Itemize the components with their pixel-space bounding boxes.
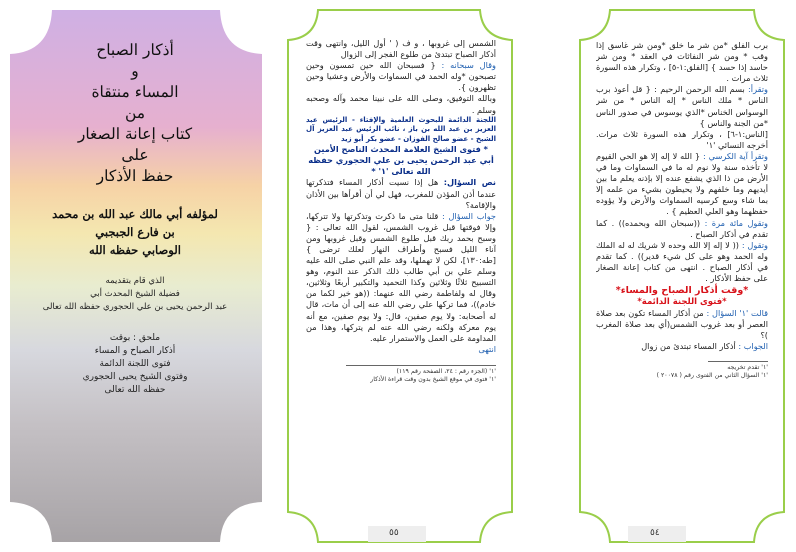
right-answer-label: الجواب : (738, 341, 768, 352)
right-footnote-2: '١' السؤال الثاني من الفتوى رقم ( ٢٠٠٧٨ ) (656, 371, 768, 379)
cover-appendix-line-4: وفتوى الشيخ يحيى الحجوري (82, 372, 188, 382)
cover-title-line-7: حفظ الأذكار (96, 167, 174, 185)
committee-names: اللجنة الدائمة للبحوث العلمية والإفتاء - الرئيس عبد العزيز بن عبد الله بن باز ، نائب الرئيس عبد العزيز آل الشيخ - عضو صالح الفوزان - عضو بكر أبو زيد (306, 115, 496, 143)
committee-heading: *فتوى اللجنة الدائمة* (637, 297, 727, 308)
cover-appendix-line-2: أذكار الصباح و المساء (94, 346, 176, 356)
cover-intro-line-3: عبد الرحمن يحيى بن علي الحجوري حفظه الله تعالى (42, 302, 228, 312)
middle-paragraph-2 (306, 60, 496, 93)
right-paragraph-5 (596, 240, 768, 284)
right-question-label: قالت '١' السؤال : (706, 308, 768, 319)
right-footnote-divider (708, 361, 768, 362)
middle-paragraph-1: الشمس إلى غروبها ، و ف ( ' أول الليل، وانتهى وقت أذكار الصباح تبتدئ من طلوع الفجر إلى الزوال (306, 38, 496, 60)
right-paragraph-1: برب الفلق *من شر ما خلق *ومن شر غاسق إذا وقب * ومن شر النفاثات في العقد * ومن شر حاسد إذا حسد } [الفلق:١-٥] ، وتكرار هذه السورة ثلاث مرات . (596, 40, 768, 84)
right-paragraph-4 (596, 218, 768, 240)
cover-intro-line-1: الذي قام بتقديمه (105, 276, 165, 286)
right-footnote-1: '١' تقدم تخريجه (727, 363, 768, 371)
answer-text: قلنا متى ما ذكرت وتذكرتها ولا تتركها، وإلا فوقتها قبل غروب الشمس، لقول الله تعالى : { وسبح بحمد ربك قبل طلوع الشمس وقبل غروبها ومن آناء الليل فسبح وأطراف النهار لعلك ترضى } [طه:١٣٠]، لكن لا تهملها، وقد علم النبي صلى الله عليه وسلم علي بن أبي طالب ذلك الذكر عند النوم، وهو التسبيح ثلاثًا وثلاثين وكذا التحميد والتكبير أربعًا وثلاثين، وقال له ولفاطمة رضي الله عنهما: ((هو خير لكما من خادم))، فما تركها علي رضي الله عنه إلى أن مات، قال له أصحابه: ولا يوم صفين، قال: ولا يوم صفين، مع أنه يوم معركة ولكنه رضي الله عنه لم يتركها، وهذا من المداومة على العمل والاستمرار عليه. (306, 210, 496, 343)
right-paragraph-2 (596, 84, 768, 128)
middle-footnote-2: '١' فتوى في موقع الشيخ بدون وقت قراءة الأذكار (370, 375, 496, 383)
book-cover (10, 10, 260, 542)
right-text-2: بسم الله الرحمن الرحيم : { قل أعوذ برب الناس * ملك الناس * إله الناس * من شر الوسواس الخناس *الذي يوسوس في صدور الناس *من الجنة والناس } (596, 84, 768, 128)
question-paragraph (306, 177, 496, 210)
middle-label-2: وقال سبحانه : (441, 60, 496, 71)
time-heading: *وقت أذكار الصباح والمساء* (615, 285, 749, 297)
right-text-4: ((سبحان الله وبحمده)) . كما تقدم في أذكار الصباح . (596, 217, 768, 239)
answer-paragraph (306, 211, 496, 344)
cover-author-line-3: الوصابي حفظه الله (89, 243, 181, 257)
right-question-text: من أذكار المساء تكون بعد صلاة العصر أو بعد غروب الشمس(أي بعد صلاة المغرب )؟ (596, 308, 768, 341)
cover-appendix-line-5: حفظه الله تعالى (104, 385, 166, 395)
right-question-paragraph (596, 308, 768, 341)
fatwa-heading: * فتوى الشيخ العلامة المحدث الناصح الأمين أبي عبد الرحمن يحيى بن علي الحجوري حفظه الله تعالى '١' * (308, 144, 494, 177)
cover-author-line-1: لمؤلفه أبي مالك عبد الله بن محمد (52, 207, 218, 221)
right-text-3: { الله لا إله إلا هو الحي القيوم لا تأخذه سنة ولا نوم له ما في السماوات وما في الأرض من ذا الذي يشفع عنده إلا بإذنه يعلم ما بين أيديهم وما خلفهم ولا يحيطون بشيء من علمه إلا بما شاء وسع كرسيه السماوات والأرض ولا يؤوده حفظهما وهو العلي العظيم } . (596, 150, 768, 217)
footnote-divider (346, 365, 496, 366)
right-paragraph-3 (596, 151, 768, 218)
cover-title-line-5: كتاب إعانة الصغار (77, 125, 193, 143)
right-answer-text: أذكار المساء تبتدئ من زوال (641, 341, 736, 352)
right-text-5: (( لا إله إلا الله وحده لا شريك له له الملك وله الحمد وهو على كل شيء قدير)) . كما تقدم في أذكار الصباح . انتهى من كتاب إعانة الصغار على حفظ الأذكار . (596, 239, 768, 283)
middle-page-body (306, 38, 496, 520)
cover-title-line-4: من (124, 104, 146, 122)
middle-paragraph-3: وبالله التوفيق، وصلى الله على نبينا محمد وآله وصحبه وسلم . (306, 93, 496, 115)
end-marker: انتهى (478, 343, 496, 354)
middle-page-number: ٥٥ (389, 528, 399, 538)
question-text: هل إذا نسيت أذكار المساء فتذكرتها عندما أذن المؤذن للمغرب، فهل لي أن أقرأها بين الأذان والإقامة؟ (306, 177, 496, 210)
cover-title-line-1: أذكار الصباح (96, 41, 174, 59)
cover-title-line-3: المساء منتقاة (91, 83, 179, 101)
cover-intro-line-2: فضيلة الشيخ المحدث أبي (90, 289, 180, 299)
cover-title-line-6: على (121, 146, 149, 164)
right-label-3: وتقرأ آية الكرسي : (703, 150, 768, 161)
right-label-2: وتقرأ: (748, 84, 768, 95)
question-label: نص السؤال: (443, 177, 496, 188)
right-paragraph-2b: [الناس:١-٦] ، وتكرار هذه السورة ثلاث مرات. أخرجه النسائي '١' (596, 128, 768, 150)
cover-author-line-2: بن فارع الجبجبي (95, 225, 175, 239)
right-answer-paragraph (596, 341, 768, 352)
cover-appendix-line-1: ملحق : بوقت (109, 333, 161, 343)
cover-appendix-line-3: فتوى اللجنة الدائمة (99, 359, 171, 369)
right-page-number: ٥٤ (650, 528, 660, 538)
right-page-body (596, 40, 768, 520)
middle-text-2: { فسبحان الله حين تمسون وحين تصبحون *وله الحمد في السماوات والأرض وعشيا وحين تظهرون }. (306, 60, 496, 93)
answer-label: جواب السؤال : (442, 210, 496, 221)
right-label-5: وتقول : (741, 239, 768, 250)
right-label-4: وتقول مائة مرة : (704, 217, 768, 228)
cover-title-line-2: و (131, 62, 139, 80)
middle-footnote-1: '١' (الجزء رقم : ٢٤، الصفحة رقم ١١٩) (396, 367, 496, 375)
